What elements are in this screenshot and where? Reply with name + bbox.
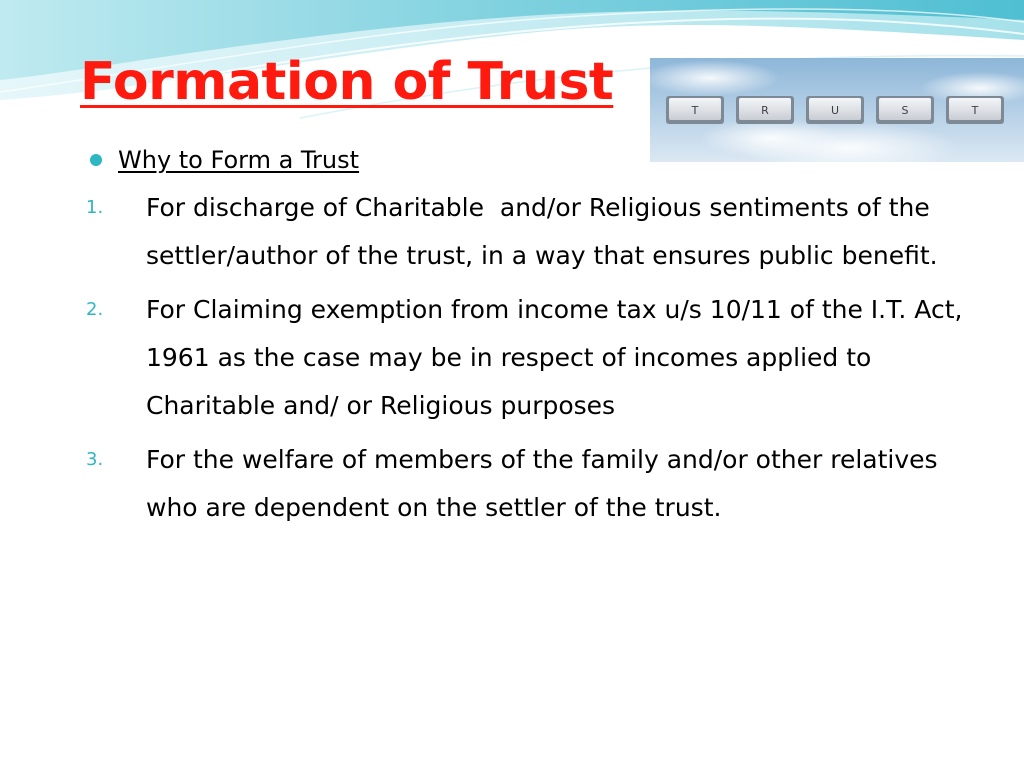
key-t1 [666, 96, 724, 124]
subheading-bullet [86, 140, 966, 180]
list-number-3: 3. [86, 449, 104, 470]
slide-title: Formation of Trust [80, 52, 614, 112]
svg-text:T: T [971, 104, 979, 117]
subheading-text: Why to Form a Trust [118, 146, 360, 174]
key-s [876, 96, 934, 124]
list-item-2 [86, 286, 966, 430]
slide-content [86, 140, 966, 538]
key-r [736, 96, 794, 124]
key-t2 [946, 96, 1004, 124]
svg-text:S: S [901, 104, 909, 117]
bullet-dot-icon [90, 154, 102, 166]
list-item-1 [86, 184, 966, 280]
list-text-1: For discharge of Charitable and/or Religious sentiments of the settler/author of the trust, in a way that ensures public benefit. [146, 193, 938, 270]
svg-text:U: U [830, 104, 840, 117]
list-text-3: For the welfare of members of the family and/or other relatives who are dependent on the settler of the trust. [146, 445, 938, 522]
list-item-3 [86, 436, 966, 532]
list-number-2: 2. [86, 299, 104, 320]
svg-text:R: R [761, 104, 769, 117]
list-number-1: 1. [86, 197, 104, 218]
svg-text:T: T [691, 104, 699, 117]
key-u [806, 96, 864, 124]
list-text-2: For Claiming exemption from income tax u/s 10/11 of the I.T. Act, 1961 as the case may be in respect of incomes applied to Charitable and/ or Religious purposes [146, 295, 963, 420]
